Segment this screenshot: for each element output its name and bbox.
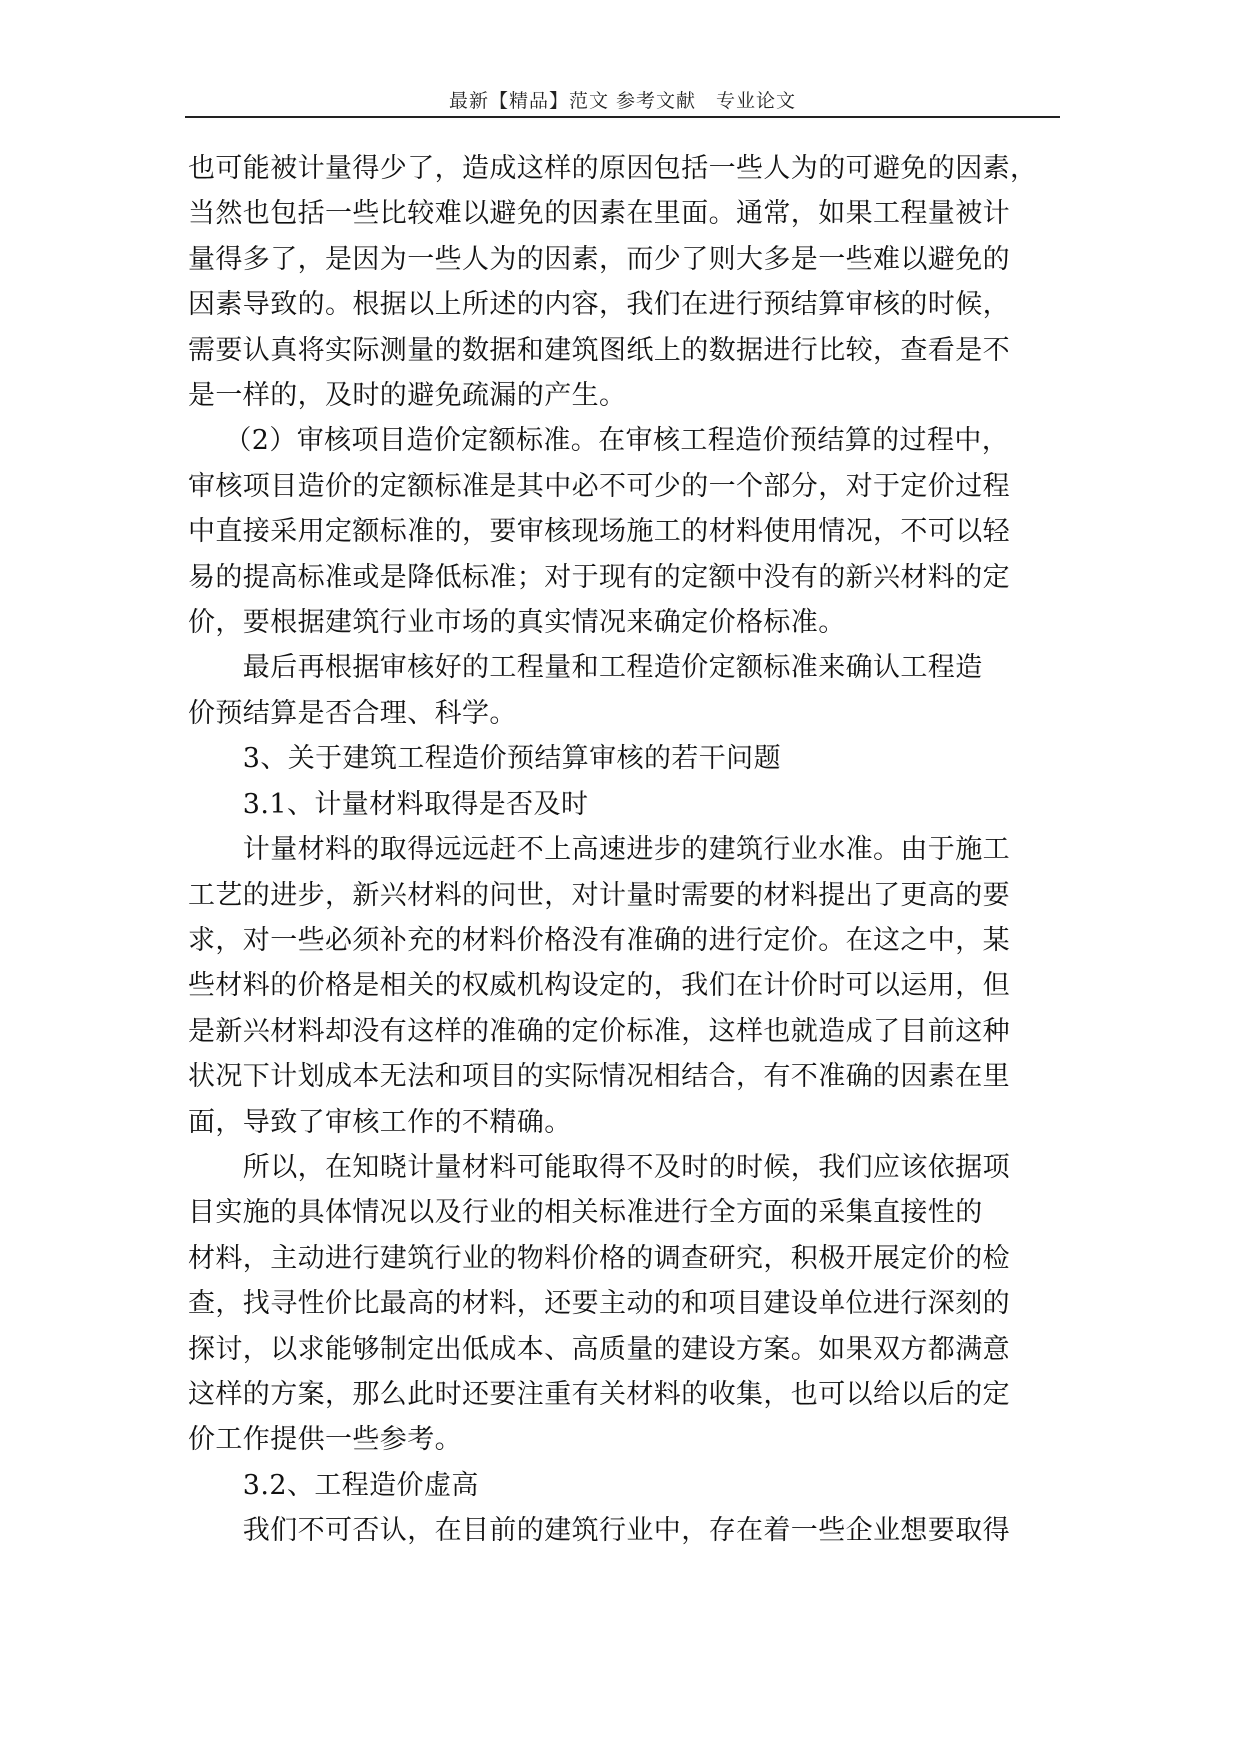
paragraph-inflated-cost: 我们不可否认，在目前的建筑行业中，存在着一些企业想要取得 — [188, 1515, 1010, 1547]
paragraph-quota-standard: （2）审核项目造价定额标准。在审核工程造价预结算的过程中， 审核项目造价的定额标准是其中必不可少的一个部分，对于定价过程 中直接采用定额标准的，要审核现场施工的材料使用情况，不可以轻 易的提高标准或是降低标准；对于现有的定额中没有的新兴材料的定 价，要根据建筑行业市场的真实情况来确定价格标准。 — [188, 425, 1010, 639]
section-heading-3: 3、关于建筑工程造价预结算审核的若干问题 — [188, 743, 781, 775]
paragraph-material-solution: 所以，在知晓计量材料可能取得不及时的时候，我们应该依据项 目实施的具体情况以及行业的相关标准进行全方面的采集直接性的 材料，主动进行建筑行业的物料价格的调查研究，积极开展定价的检 查，找寻性价比最高的材料，还要主动的和项目建设单位进行深刻的 探讨，以求能够制定出低成本、高质量的建设方案。如果双方都满意 这样的方案，那么此时还要注重有关材料的收集，也可以给以后的定 价工作提供一些参考。 — [188, 1151, 1010, 1456]
document-body — [188, 146, 1058, 1554]
paragraph-material-timeliness: 计量材料的取得远远赶不上高速进步的建筑行业水准。由于施工 工艺的进步，新兴材料的问世，对计量时需要的材料提出了更高的要 求，对一些必须补充的材料价格没有准确的进行定价。在这之中，某 些材料的价格是相关的权威机构设定的，我们在计价时可以运用，但 是新兴材料却没有这样的准确的定价标准，这样也就造成了目前这种 状况下计划成本无法和项目的实际情况相结合，有不准确的因素在里 面，导致了审核工作的不精确。 — [188, 834, 1010, 1138]
paragraph-final-confirmation: 最后再根据审核好的工程量和工程造价定额标准来确认工程造 价预结算是否合理、科学。 — [188, 652, 983, 729]
header-divider — [185, 116, 1060, 118]
subsection-heading-3-1: 3.1、计量材料取得是否及时 — [188, 788, 589, 820]
page-header: 最新【精品】范文 参考文献 专业论文 — [448, 90, 797, 112]
paragraph-measurement-errors: 也可能被计量得少了，造成这样的原因包括一些人为的可避免的因素， 当然也包括一些比较难以避免的因素在里面。通常，如果工程量被计 量得多了，是因为一些人为的因素，而少了则大多是一些难以避免的 因素导致的。根据以上所述的内容，我们在进行预结算审核的时候， 需要认真将实际测量的数据和建筑图纸上的数据进行比较，查看是不 是一样的，及时的避免疏漏的产生。 — [188, 153, 1038, 412]
subsection-heading-3-2: 3.2、工程造价虚高 — [188, 1469, 479, 1501]
